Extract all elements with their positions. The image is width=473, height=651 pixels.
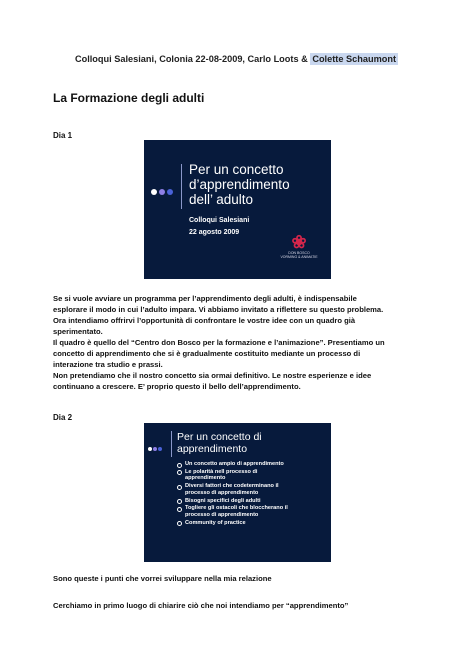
dia-1-label: Dia 1 [53, 131, 73, 140]
slide-2-bullet [177, 469, 325, 482]
paragraph-line: Il quadro è quello del “Centro don Bosco per la formazione e l’animazione”. Presentiamo un [53, 338, 385, 347]
paragraph-line: esplorare il modo in cui l’adulto impara. Vi abbiamo invitato a riflettere su questo problema. [53, 305, 384, 314]
slide-2-bullet [177, 498, 325, 505]
slide-dot-purple [159, 189, 165, 195]
bullet-line: processo di apprendimento [185, 511, 259, 518]
slide-dot-blue [167, 189, 173, 195]
bullet-line: Bisogni specifici degli adulti [185, 497, 261, 504]
logo-line-1: DON BOSCO [288, 251, 310, 255]
slide-2-bullet [177, 483, 325, 496]
highlighted-author-name[interactable]: Colette Schaumont [312, 54, 397, 64]
circle-bullet-icon [177, 499, 182, 504]
slide-2-bullet [177, 461, 325, 468]
slide-1-title [189, 162, 329, 207]
bullet-line: Community of practice [185, 519, 246, 526]
bullet-line: processo di apprendimento [185, 489, 259, 496]
paragraph-line: continuano a crescere. E’ proprio questo il bello dell’apprendimento. [53, 382, 301, 391]
circle-bullet-icon [177, 507, 182, 512]
slide-2-bullet-list [177, 461, 325, 527]
slide-1-subtitle: Colloqui Salesiani [189, 217, 250, 224]
paragraph-line: sperimentato. [53, 327, 103, 336]
slide-2-bullet [177, 520, 325, 527]
bullet-line: Diversi fattori che codeterminano il [185, 483, 279, 490]
don-bosco-logo [276, 233, 322, 260]
slide-dot-white [151, 189, 157, 195]
slide-2-title-line: apprendimento [177, 443, 248, 455]
document-title: La Formazione degli adulti [53, 91, 205, 105]
slide-1-title-line: dell’ adulto [189, 192, 254, 207]
bullet-line: Un concetto ampio di apprendimento [185, 461, 284, 467]
header-text: Colloqui Salesiani, Colonia 22-08-2009, Carlo Loots & [74, 54, 311, 64]
circle-bullet-icon [177, 463, 182, 468]
document-header [0, 54, 473, 64]
bullet-line: apprendimento [185, 475, 226, 482]
paragraph-line: Se si vuole avviare un programma per l’apprendimento degli adulti, è indispensabile [53, 294, 357, 303]
slide-2-image [144, 423, 331, 562]
paragraph-line: Ora intendiamo offrirvi l’opportunità di confrontare le vostre idee con un quadro già [53, 316, 356, 325]
bullet-line: Le polarità nell processo di [185, 468, 258, 475]
slide-2-dots [148, 438, 163, 456]
paragraph-line: concetto di apprendimento che si è gradualmente costituito mediante un processo di [53, 349, 361, 358]
slide-dot-blue [158, 447, 162, 451]
paragraph-line: Non pretendiamo che il nostro concetto sia ormai definitivo. Le nostre esperienze e idee [53, 371, 372, 380]
logo-line-2: VORMING & ANIMATIE [280, 255, 318, 260]
slide-1-image [144, 140, 331, 279]
slide-1-title-line: Per un concetto [189, 162, 284, 177]
slide-1-date: 22 agosto 2009 [189, 229, 240, 236]
slide-dot-purple [153, 447, 157, 451]
bullet-line: Togliere gli ostacoli che bloccherano il [185, 505, 288, 512]
closing-line-2: Cerchiamo in primo luogo di chiarire ciò che noi intendiamo per “apprendimento” [53, 601, 349, 610]
circle-bullet-icon [177, 470, 182, 475]
slide-2-title [177, 431, 327, 455]
circle-bullet-icon [177, 521, 182, 526]
dia-2-label: Dia 2 [53, 413, 73, 422]
circle-bullet-icon [177, 485, 182, 490]
slide-2-divider [171, 431, 172, 457]
paragraph-line: interazione tra studio e prassi. [53, 360, 163, 369]
slide-1-title-line: d’apprendimento [189, 177, 290, 192]
closing-line-1: Sono queste i punti che vorrei sviluppare nella mia relazione [53, 574, 272, 583]
slide-1-dots [151, 182, 175, 200]
don-bosco-logo-mark-icon: ❀ [291, 232, 307, 252]
intro-paragraph [53, 293, 425, 392]
slide-2-bullet [177, 505, 325, 518]
slide-2-title-line: Per un concetto di [177, 431, 262, 443]
slide-1-divider [181, 164, 182, 209]
slide-dot-white [148, 447, 152, 451]
